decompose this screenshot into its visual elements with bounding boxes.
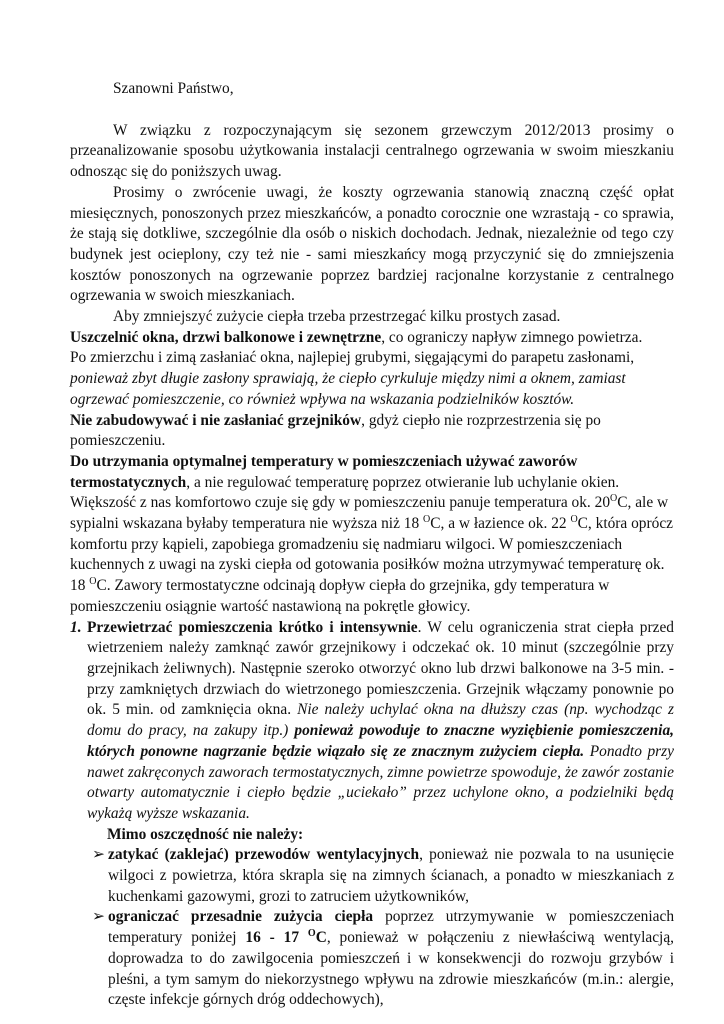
bullet-item-heat [70,907,674,1011]
bullet-vents-text [108,845,674,907]
ventilation-heading: Przewietrzać pomieszczenia krótko i intensywnie [87,618,418,636]
salutation: Szanowni Państwo, [113,80,234,97]
bullet-vents-body: , ponieważ nie pozwala to na usunięcie wilgoci z powietrza, która skrapla się na zimnych ścianach, a ponadto w mieszkaniach z kuchenkami gazowymi, grozi to zatruciem użytkowników, [108,846,674,905]
arrow-bullet-icon: ➢ [92,846,105,864]
tip-thermostats-text-c: C, a w łazience ok. 22 [430,515,571,533]
tip-thermostats-text-d: C, która oprócz komfortu przy kąpieli, zapobiega gromadzeniu się nadmiaru wilgoci. W pomieszczeniach kuchennych z uwagi na zyski ciepła od gotowania posiłków można utrzymywać temperaturę ok. 18 [70,515,673,595]
bullet-heat-body-b: , ponieważ w połączeniu z niewłaściwą wentylacją, doprowadza to do zawilgocenia pomieszczeń i w konsekwencji do rozwoju grzybów i pleśni, a tym samym do niekorzystnego wpływu na zdrowie mieszkańców (m.in.: alergie, częste infekcje górnych dróg oddechowych), [108,929,674,1009]
degree-mark: O [423,514,431,526]
dont-heading [70,825,674,846]
ventilation-warning: ponieważ powoduje to znaczne wyziębienie pomieszczenia, których ponowne nagrzanie będzie wiązało się ze znacznym zużyciem ciepła. [87,722,674,760]
tip-seal-windows-heading: Uszczelnić okna, drzwi balkonowe i zewnętrzne [70,328,382,346]
ventilation-text [87,618,674,825]
tip-curtains-text: Po zmierzchu i zimą zasłaniać okna, najlepiej grubymi, sięgającymi do parapetu zasłonami, [70,349,635,367]
tip-radiators [70,411,674,452]
letter-body [70,79,674,1011]
dont-heading-text: Mimo oszczędność nie należy: [107,825,304,843]
degree-mark: O [610,493,618,505]
tip-thermostats-text-e: C. Zawory termostatyczne odcinają dopływ ciepła do grzejnika, gdy temperatura w pomieszczeniu osiągnie wartość nastawioną na pokrętle głowicy. [70,577,610,615]
tip-thermostats-heading: Do utrzymania optymalnej temperatury w pomieszczeniach używać zaworów termostatycznych [70,452,578,491]
arrow-bullet-icon: ➢ [92,908,105,926]
bullet-heat-heading: ograniczać przesadnie zużycia ciepła [108,908,374,926]
ventilation-body: . W celu ograniczenia strat ciepła przed wietrzeniem należy zamknąć zawór grzejnikowy i odczekać ok. 10 minut (szczególnie przy grzejnikach żeliwnych). Następnie szeroko otworzyć okno lub drzwi balkonowe na 3-5 min. - przy zamkniętych drzwiach do wietrzonego pomieszczenia. Grzejnik włączamy ponownie po ok. 5 min. od zamknięcia okna. [87,618,674,719]
degree-mark: O [307,928,316,940]
degree-mark: O [89,576,97,588]
costs-paragraph: Prosimy o zwrócenie uwagi, że koszty ogrzewania stanowią znaczną część opłat miesięcznych, ponoszonych przez mieszkańców, a ponadto corocznie one wzrastają - co sprawia, że stają się dotkliwe, szczególnie dla osób o niskich dochodach. Jednak, niezależnie od tego czy budynek jest ocieplony, czy też nie - sami mieszkańcy mogą przyczynić się do zmniejszenia kosztów ponoszonych na ogrzewanie poprzez bardziej racjonalne korzystanie z centralnego ogrzewania w swoich mieszkaniach. [70,183,674,305]
degree-mark: O [570,514,578,526]
blank-line [70,100,674,121]
ventilation-italic-note: Nie należy uchylać okna na dłuższy czas (np. wychodząc z domu do pracy, na zakupy itp.) [87,701,674,740]
rules-intro: Aby zmniejszyć zużycie ciepła trzeba przestrzegać kilku prostych zasad. [113,308,561,326]
tip-seal-windows-text: , co ograniczy napływ zimnego powietrza. [381,328,643,346]
item-number: 1. [70,618,82,636]
tip-thermostats-text-b: C, ale w sypialni wskazana byłaby temperatura nie wyższa niż 18 [70,494,669,533]
intro-paragraph: W związku z rozpoczynającym się sezonem grzewczym 2012/2013 prosimy o przeanalizowanie sposobu użytkowania instalacji centralnego ogrzewania w swoim mieszkaniu odnosząc się do poniższych uwag. [70,121,674,181]
bullet-heat-text [108,907,674,1011]
bullet-vents-heading: zatykać (zaklejać) przewodów wentylacyjnych [108,846,420,864]
ventilation-italic-note-2: Ponadto przy nawet zakręconych zaworach termostatycznych, zimne powietrze spowoduje, że zawór zostanie otwarty automatycznie i ciepło będzie „uciekało” przez uchylone okno, a podzielniki będą wykażą wyższe wskazania. [87,742,674,822]
tip-thermostats-text-a: , a nie regulować temperaturę poprzez otwieranie lub uchylanie okien. Większość z nas komfortowo czuje się gdy w pomieszczeniu panuje temperatura ok. 20 [70,473,620,512]
bullet-heat-temp: 16 - 17 [245,929,308,947]
tip-curtains-note: ponieważ zbyt długie zasłony sprawiają, że ciepło cyrkuluje między nimi a oknem, zamiast ogrzewać pomieszczenie, co również wpływa na wskazania podzielników kosztów. [70,370,626,408]
tip-seal-windows [70,328,674,411]
tip-thermostats [70,452,674,618]
tip-radiators-heading: Nie zabudowywać i nie zasłaniać grzejników [70,411,362,429]
bullet-heat-unit: C [315,929,327,947]
bullet-item-vents [70,845,674,907]
bullet-heat-body-a: poprzez utrzymywanie w pomieszczeniach temperatury poniżej [108,908,675,947]
numbered-item-ventilation [70,618,674,825]
tip-radiators-text: , gdyż ciepło nie rozprzestrzenia się po pomieszczeniu. [70,411,601,450]
